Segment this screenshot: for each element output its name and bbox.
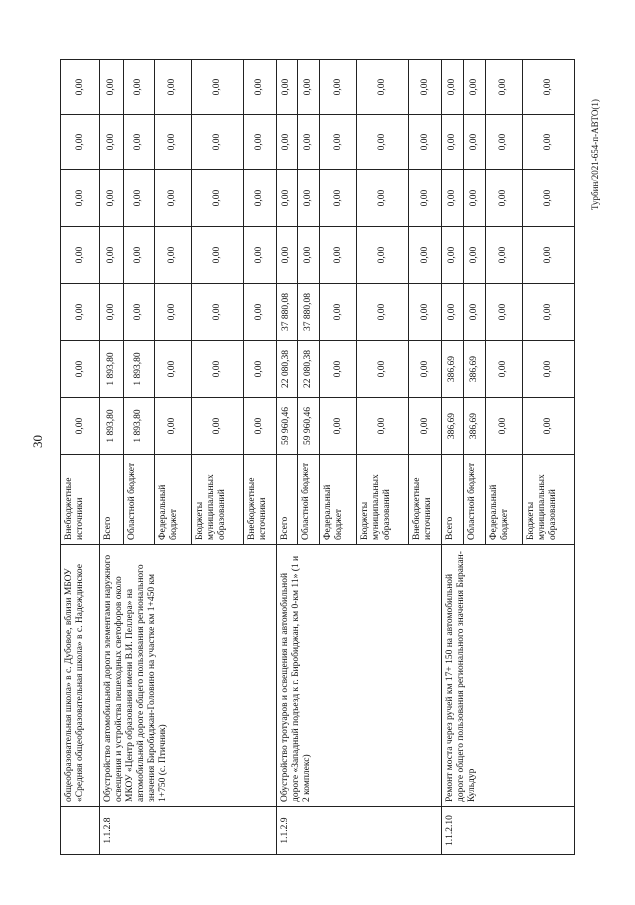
value-cell: 0,00 — [463, 284, 485, 341]
value-cell: 0,00 — [243, 227, 276, 284]
value-cell: 0,00 — [61, 398, 100, 455]
value-cell: 0,00 — [320, 227, 357, 284]
value-cell: 0,00 — [61, 341, 100, 398]
value-cell: 59 960,46 — [298, 398, 320, 455]
value-cell: 0,00 — [191, 284, 243, 341]
value-cell: 0,00 — [442, 284, 464, 341]
footer-text: Турбин/2021-654-п-АВТО(1) — [590, 99, 600, 210]
value-cell: 0,00 — [154, 170, 191, 227]
value-cell: 0,00 — [124, 60, 154, 115]
value-cell: 0,00 — [357, 60, 409, 115]
value-cell: 0,00 — [463, 60, 485, 115]
value-cell: 37 880,08 — [298, 284, 320, 341]
value-cell: 386,69 — [442, 341, 464, 398]
source-cell: Всего — [276, 455, 298, 545]
value-cell: 0,00 — [124, 170, 154, 227]
value-cell: 0,00 — [442, 115, 464, 170]
value-cell: 0,00 — [276, 60, 298, 115]
table-row — [61, 60, 100, 855]
source-cell: Внебюджетные источники — [243, 455, 276, 545]
value-cell: 0,00 — [298, 60, 320, 115]
source-cell: Бюджеты муниципальных образований — [357, 455, 409, 545]
value-cell: 0,00 — [61, 170, 100, 227]
item-description: Обустройство тротуаров и освещения на автомобильной дороге «Западный подъезд к г. Биробиджан, км 0-км 11» (1 и 2 комплекс) — [276, 545, 441, 807]
value-cell: 0,00 — [100, 284, 124, 341]
value-cell: 0,00 — [522, 398, 574, 455]
value-cell: 0,00 — [463, 115, 485, 170]
value-cell: 0,00 — [485, 398, 522, 455]
value-cell: 0,00 — [276, 115, 298, 170]
value-cell: 0,00 — [522, 170, 574, 227]
value-cell: 0,00 — [243, 170, 276, 227]
value-cell: 0,00 — [485, 284, 522, 341]
table-row — [276, 60, 298, 855]
value-cell: 0,00 — [124, 115, 154, 170]
value-cell: 0,00 — [191, 170, 243, 227]
item-description: Обустройство автомобильной дороги элементами наружного освещения и устройства пешеходных светофоров около МКОУ «Центр образования имени В.И. Пеллера» на автомобильной дороге общего пользования регионального значения Биробиджан-Головино на участке км 1+450 км 1+750 (с. Птичник) — [100, 545, 276, 807]
value-cell: 0,00 — [357, 115, 409, 170]
value-cell: 0,00 — [409, 227, 442, 284]
value-cell: 0,00 — [485, 115, 522, 170]
value-cell: 386,69 — [463, 341, 485, 398]
value-cell: 0,00 — [191, 227, 243, 284]
value-cell: 0,00 — [154, 115, 191, 170]
source-cell: Областной бюджет — [298, 455, 320, 545]
value-cell: 37 880,08 — [276, 284, 298, 341]
value-cell: 0,00 — [463, 227, 485, 284]
value-cell: 0,00 — [61, 227, 100, 284]
value-cell: 0,00 — [320, 170, 357, 227]
value-cell: 0,00 — [442, 60, 464, 115]
source-cell: Внебюджетные источники — [61, 455, 100, 545]
program-table — [60, 59, 575, 855]
value-cell: 59 960,46 — [276, 398, 298, 455]
value-cell: 0,00 — [191, 115, 243, 170]
rotated-table-wrapper — [60, 60, 575, 855]
value-cell: 0,00 — [100, 170, 124, 227]
value-cell: 1 893,80 — [100, 341, 124, 398]
code-cell — [61, 807, 100, 855]
value-cell: 0,00 — [320, 60, 357, 115]
value-cell: 0,00 — [154, 284, 191, 341]
value-cell: 0,00 — [522, 115, 574, 170]
source-cell: Областной бюджет — [124, 455, 154, 545]
source-cell: Всего — [100, 455, 124, 545]
source-cell: Федеральный бюджет — [485, 455, 522, 545]
value-cell: 0,00 — [243, 398, 276, 455]
value-cell: 0,00 — [320, 284, 357, 341]
description-cell: общеобразовательная школа» в с. Дубовое, вблизи МБОУ «Средняя общеобразовательная школа» в с. Надеждинское — [61, 545, 100, 807]
source-cell: Всего — [442, 455, 464, 545]
value-cell: 0,00 — [409, 170, 442, 227]
value-cell: 0,00 — [154, 227, 191, 284]
value-cell: 0,00 — [409, 115, 442, 170]
value-cell: 386,69 — [442, 398, 464, 455]
value-cell: 0,00 — [243, 341, 276, 398]
value-cell: 0,00 — [298, 227, 320, 284]
value-cell: 0,00 — [357, 398, 409, 455]
value-cell: 0,00 — [485, 60, 522, 115]
value-cell: 0,00 — [124, 227, 154, 284]
value-cell: 0,00 — [298, 115, 320, 170]
value-cell: 0,00 — [100, 60, 124, 115]
value-cell: 0,00 — [61, 60, 100, 115]
source-cell: Бюджеты муниципальных образований — [191, 455, 243, 545]
page-number: 30 — [30, 435, 45, 448]
value-cell: 0,00 — [100, 115, 124, 170]
value-cell: 0,00 — [191, 60, 243, 115]
source-cell: Внебюджетные источники — [409, 455, 442, 545]
value-cell: 0,00 — [154, 398, 191, 455]
value-cell: 0,00 — [357, 170, 409, 227]
value-cell: 0,00 — [522, 227, 574, 284]
value-cell: 0,00 — [320, 398, 357, 455]
value-cell: 22 080,38 — [298, 341, 320, 398]
value-cell: 0,00 — [243, 60, 276, 115]
value-cell: 0,00 — [442, 170, 464, 227]
source-cell: Федеральный бюджет — [154, 455, 191, 545]
table-row — [442, 60, 464, 855]
item-code: 1.1.2.9 — [276, 807, 441, 855]
value-cell: 0,00 — [409, 284, 442, 341]
value-cell: 0,00 — [124, 284, 154, 341]
value-cell: 0,00 — [320, 341, 357, 398]
source-cell: Бюджеты муниципальных образований — [522, 455, 574, 545]
value-cell: 0,00 — [61, 284, 100, 341]
table-row — [100, 60, 124, 855]
source-cell: Федеральный бюджет — [320, 455, 357, 545]
source-cell: Областной бюджет — [463, 455, 485, 545]
value-cell: 0,00 — [357, 227, 409, 284]
value-cell: 0,00 — [298, 170, 320, 227]
value-cell: 0,00 — [61, 115, 100, 170]
value-cell: 386,69 — [463, 398, 485, 455]
value-cell: 0,00 — [522, 284, 574, 341]
value-cell: 0,00 — [522, 60, 574, 115]
value-cell: 0,00 — [522, 341, 574, 398]
value-cell: 0,00 — [154, 341, 191, 398]
value-cell: 0,00 — [191, 341, 243, 398]
value-cell: 0,00 — [276, 227, 298, 284]
value-cell: 0,00 — [485, 227, 522, 284]
value-cell: 0,00 — [409, 341, 442, 398]
value-cell: 0,00 — [463, 170, 485, 227]
value-cell: 0,00 — [243, 115, 276, 170]
value-cell: 0,00 — [357, 284, 409, 341]
value-cell: 0,00 — [320, 115, 357, 170]
value-cell: 1 893,80 — [124, 398, 154, 455]
value-cell: 0,00 — [409, 60, 442, 115]
table-body — [61, 60, 575, 855]
item-code: 1.1.2.8 — [100, 807, 276, 855]
value-cell: 0,00 — [243, 284, 276, 341]
value-cell: 0,00 — [442, 227, 464, 284]
value-cell: 1 893,80 — [124, 341, 154, 398]
item-code: 1.1.2.10 — [442, 807, 575, 855]
value-cell: 0,00 — [276, 170, 298, 227]
item-description: Ремонт моста через ручей км 17+ 150 на автомобильной дороге общего пользования регионального значения Биракан-Кульдур — [442, 545, 575, 807]
value-cell: 1 893,80 — [100, 398, 124, 455]
value-cell: 0,00 — [485, 170, 522, 227]
value-cell: 0,00 — [485, 341, 522, 398]
value-cell: 0,00 — [100, 227, 124, 284]
value-cell: 0,00 — [409, 398, 442, 455]
value-cell: 0,00 — [154, 60, 191, 115]
value-cell: 22 080,38 — [276, 341, 298, 398]
value-cell: 0,00 — [191, 398, 243, 455]
value-cell: 0,00 — [357, 341, 409, 398]
